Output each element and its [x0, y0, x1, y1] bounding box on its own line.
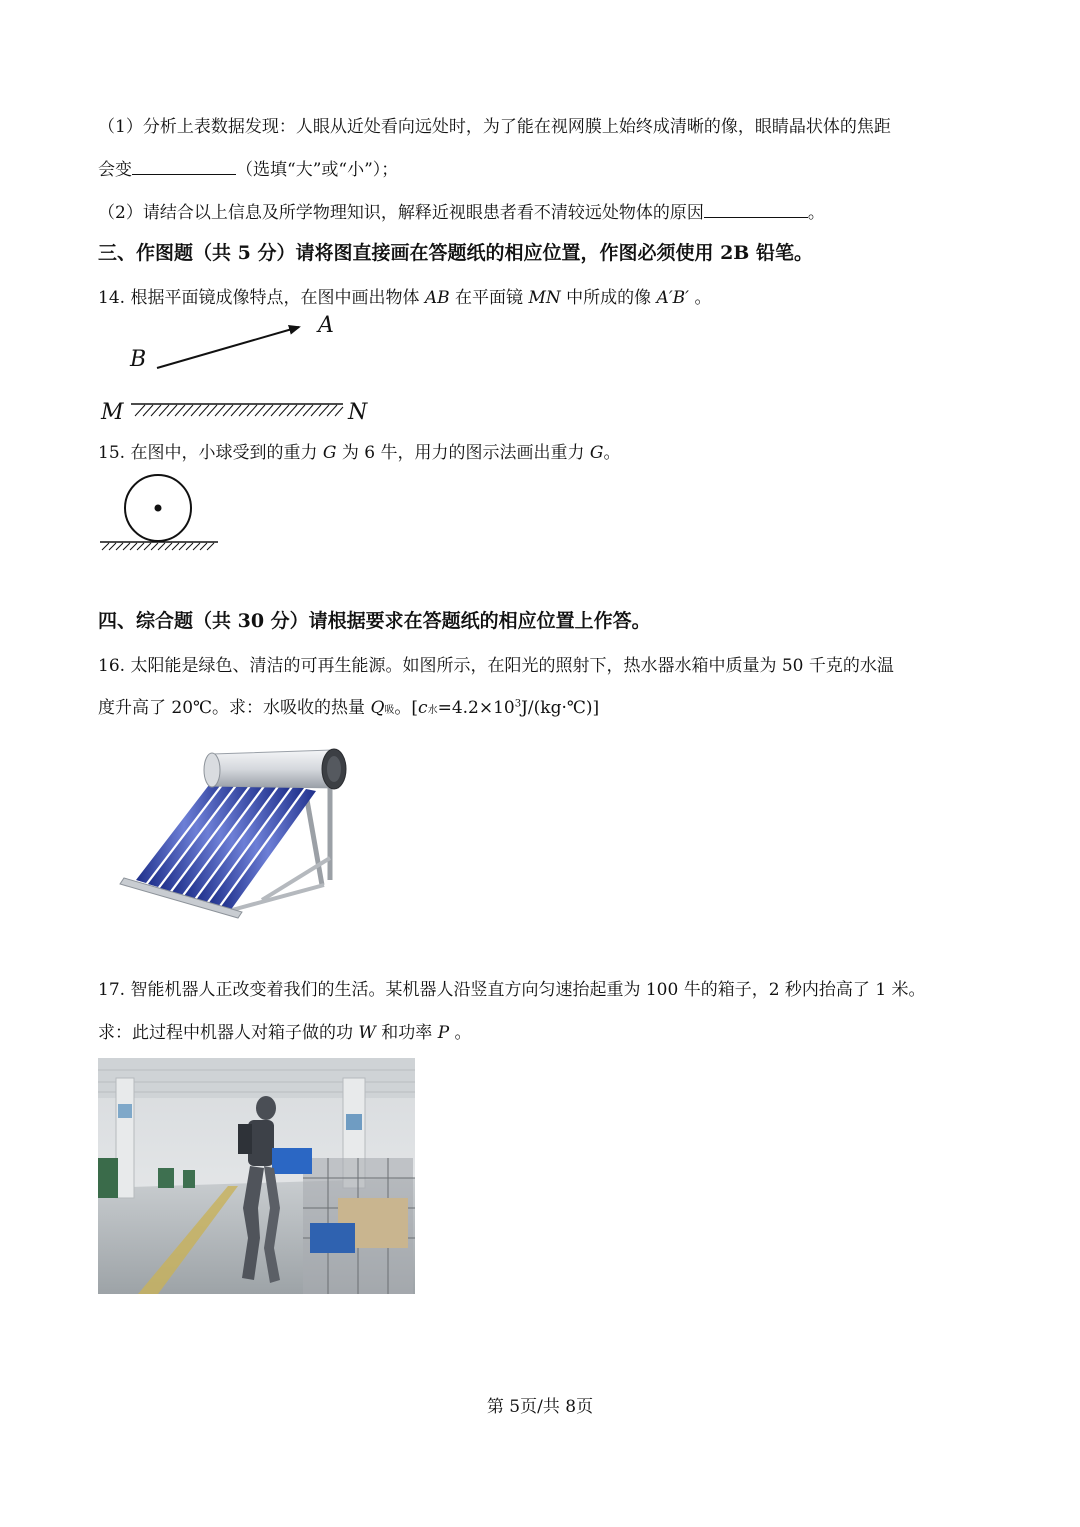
- q13-part2: [98, 198, 825, 223]
- q14-text: [98, 283, 711, 308]
- q16-c: c: [418, 698, 428, 718]
- q17-w: W: [358, 1023, 376, 1043]
- q15-text-b: 为 6 牛，用力的图示法画出重力: [336, 443, 590, 463]
- q14-image: A′B′: [656, 288, 690, 308]
- ball-diagram: [98, 472, 223, 554]
- q16-line2-b: 。[: [394, 698, 419, 718]
- q15-g2: G: [589, 443, 604, 463]
- q17-line1: 17. 智能机器人正改变着我们的生活。某机器人沿竖直方向匀速抬起重为 100 牛的箱子，2 秒内抬高了 1 米。: [98, 980, 926, 1000]
- q16-line2: [98, 693, 599, 718]
- page-footer: 第 5页/共 8页: [486, 1397, 594, 1417]
- answer-blank: [132, 158, 236, 175]
- q16-line2-d: J/(kg·℃)]: [521, 698, 600, 718]
- q17-p: P: [437, 1023, 450, 1043]
- q13-part1-line2-suffix: （选填“大”或“小”）；: [236, 160, 399, 180]
- q17-line2-c: 。: [449, 1023, 472, 1043]
- q17-line2-a: 求：此过程中机器人对箱子做的功: [98, 1023, 359, 1043]
- q13-part1-line2: [98, 155, 398, 180]
- q16-q-sub: 吸: [384, 705, 395, 716]
- object-ab-arrow: [157, 327, 299, 368]
- ball-center-dot: [155, 505, 162, 512]
- q17-line2: [98, 1018, 472, 1043]
- mirror-hatching: [135, 405, 343, 416]
- q15-text-a: 15. 在图中，小球受到的重力: [98, 443, 323, 463]
- q16-q: Q: [370, 698, 385, 718]
- label-n: N: [348, 400, 368, 425]
- q13-part2-prefix: （2）请结合以上信息及所学物理知识，解释近视眼患者看不清较远处物体的原因: [98, 203, 704, 223]
- answer-blank: [704, 201, 808, 218]
- q17-line2-b: 和功率: [375, 1023, 438, 1043]
- q14-text-b: 在平面镜: [449, 288, 529, 308]
- q14-ab: AB: [424, 288, 450, 308]
- ground-hatching: [102, 543, 214, 550]
- section4-title: 四、综合题（共 30 分）请根据要求在答题纸的相应位置上作答。: [98, 610, 651, 632]
- q13-part2-suffix: 。: [807, 203, 825, 223]
- q13-part1-line2-prefix: 会变: [98, 160, 132, 180]
- solar-water-heater-image: [112, 740, 382, 920]
- q14-text-c: 中所成的像: [560, 288, 657, 308]
- q16-line2-a: 度升高了 20℃。求：水吸收的热量: [98, 698, 371, 718]
- label-b: B: [130, 347, 147, 372]
- q14-mn: MN: [528, 288, 561, 308]
- q13-part1-line1: （1）分析上表数据发现：人眼从近处看向远处时，为了能在视网膜上始终成清晰的像，眼睛晶状体的焦距: [98, 117, 891, 137]
- q16-line1: 16. 太阳能是绿色、清洁的可再生能源。如图所示，在阳光的照射下，热水器水箱中质量为 50 千克的水温: [98, 656, 894, 676]
- robot-warehouse-photo: [98, 1058, 415, 1294]
- label-a: A: [318, 313, 334, 338]
- q16-exp: 3: [514, 698, 522, 710]
- q16-line2-c: =4.2×10: [437, 698, 515, 718]
- label-m: M: [101, 400, 124, 425]
- q15-text-c: 。: [603, 443, 621, 463]
- q15-text: [98, 438, 620, 463]
- q16-c-sub: 水: [427, 705, 438, 716]
- q14-text-a: 14. 根据平面镜成像特点，在图中画出物体: [98, 288, 425, 308]
- q14-text-d: 。: [689, 288, 712, 308]
- q15-g1: G: [322, 443, 337, 463]
- section3-title: 三、作图题（共 5 分）请将图直接画在答题纸的相应位置，作图必须使用 2B 铅笔。: [98, 242, 813, 264]
